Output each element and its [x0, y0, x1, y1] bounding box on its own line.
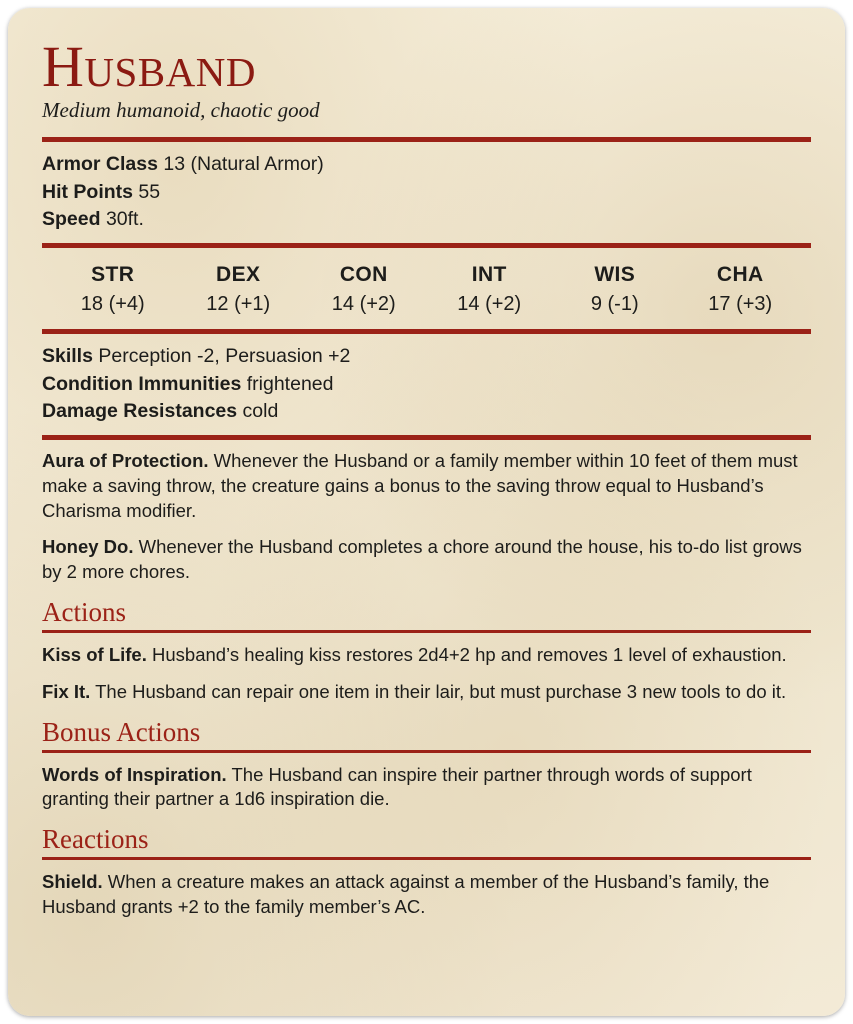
divider-reactions: [42, 857, 811, 860]
action-fix-it-text: The Husband can repair one item in their lair, but must purchase 3 new tools to do it.: [95, 680, 787, 702]
reaction-shield-text: When a creature makes an attack against a member of the Husband’s family, the Husband grants +2 to the family member’s AC.: [42, 871, 770, 917]
creature-name: Husband: [42, 34, 256, 99]
ability-wis-label: WIS: [594, 263, 636, 287]
condition-immunities-value: frightened: [246, 372, 334, 395]
creature-subtitle: Medium humanoid, chaotic good: [42, 98, 320, 122]
divider-top: [42, 137, 811, 142]
action-fix-it: [42, 680, 811, 705]
ability-str-value: 18 (+4): [80, 293, 145, 316]
armor-class-line: [42, 151, 811, 179]
section-heading-reactions: Reactions: [42, 824, 149, 855]
trait-aura-of-protection-text: Whenever the Husband or a family member within 10 feet of them must make a saving throw, the creature gains a bonus to the saving throw equal to Husband’s Charisma modifier.: [42, 450, 798, 521]
ability-cha-value: 17 (+3): [708, 293, 773, 316]
divider-bonus-actions: [42, 750, 811, 753]
divider-abilities-top: [42, 243, 811, 248]
armor-class-label: Armor Class: [42, 153, 158, 175]
speed-value: 30ft.: [105, 208, 144, 231]
skills-value: Perception -2, Persuasion +2: [98, 345, 351, 368]
action-kiss-of-life-text: Husband’s healing kiss restores 2d4+2 hp and removes 1 level of exhaustion.: [152, 644, 787, 666]
hit-points-value: 55: [138, 180, 161, 203]
hit-points-label: Hit Points: [42, 180, 133, 203]
section-heading-actions: Actions: [42, 597, 126, 628]
armor-class-value: 13 (Natural Armor): [163, 153, 324, 175]
ability-dex: [176, 263, 302, 316]
ability-cha-label: CHA: [716, 263, 764, 287]
condition-immunities-label: Condition Immunities: [42, 372, 242, 395]
section-heading-bonus-actions: Bonus Actions: [42, 716, 201, 747]
reaction-shield: [42, 870, 811, 920]
ability-int-value: 14 (+2): [457, 293, 522, 316]
damage-resistances-line: [42, 398, 811, 426]
divider-traits-top: [42, 435, 811, 440]
ability-scores: [42, 257, 811, 320]
reaction-shield-name: Shield.: [42, 871, 103, 893]
trait-aura-of-protection: [42, 449, 811, 523]
action-kiss-of-life: [42, 643, 811, 668]
speed-line: [42, 206, 811, 234]
skills-line: [42, 343, 811, 371]
trait-honey-do-text: Whenever the Husband completes a chore around the house, his to-do list grows by 2 more chores.: [42, 536, 802, 583]
ability-cha: [678, 263, 804, 316]
divider-abilities-bottom: [42, 329, 811, 334]
ability-con: [301, 263, 427, 316]
ability-dex-label: DEX: [216, 263, 261, 287]
divider-actions: [42, 630, 811, 633]
ability-int-label: INT: [471, 263, 507, 287]
hit-points-line: [42, 179, 811, 207]
damage-resistances-value: cold: [242, 400, 279, 423]
ability-str-label: STR: [91, 263, 135, 287]
statblock-card: [8, 8, 845, 1016]
ability-int: [427, 263, 553, 316]
ability-wis: [552, 263, 678, 316]
action-fix-it-name: Fix It.: [42, 680, 91, 702]
skills-label: Skills: [42, 345, 93, 368]
ability-con-value: 14 (+2): [331, 293, 396, 316]
traits-list: [42, 449, 811, 585]
damage-resistances-label: Damage Resistances: [42, 400, 238, 423]
trait-honey-do: [42, 535, 811, 585]
bonus-action-words-of-inspiration-text: The Husband can inspire their partner through words of support granting their partner a 1d6 inspiration die.: [42, 763, 752, 810]
ability-str: [50, 263, 176, 316]
trait-aura-of-protection-name: Aura of Protection.: [42, 450, 209, 472]
speed-label: Speed: [42, 208, 101, 231]
bonus-action-words-of-inspiration-name: Words of Inspiration.: [42, 763, 227, 785]
ability-dex-value: 12 (+1): [206, 293, 271, 316]
action-kiss-of-life-name: Kiss of Life.: [42, 644, 147, 666]
ability-con-label: CON: [339, 263, 388, 287]
condition-immunities-line: [42, 371, 811, 399]
bonus-action-words-of-inspiration: [42, 763, 811, 813]
trait-honey-do-name: Honey Do.: [42, 536, 134, 558]
ability-wis-value: 9 (-1): [590, 293, 639, 316]
